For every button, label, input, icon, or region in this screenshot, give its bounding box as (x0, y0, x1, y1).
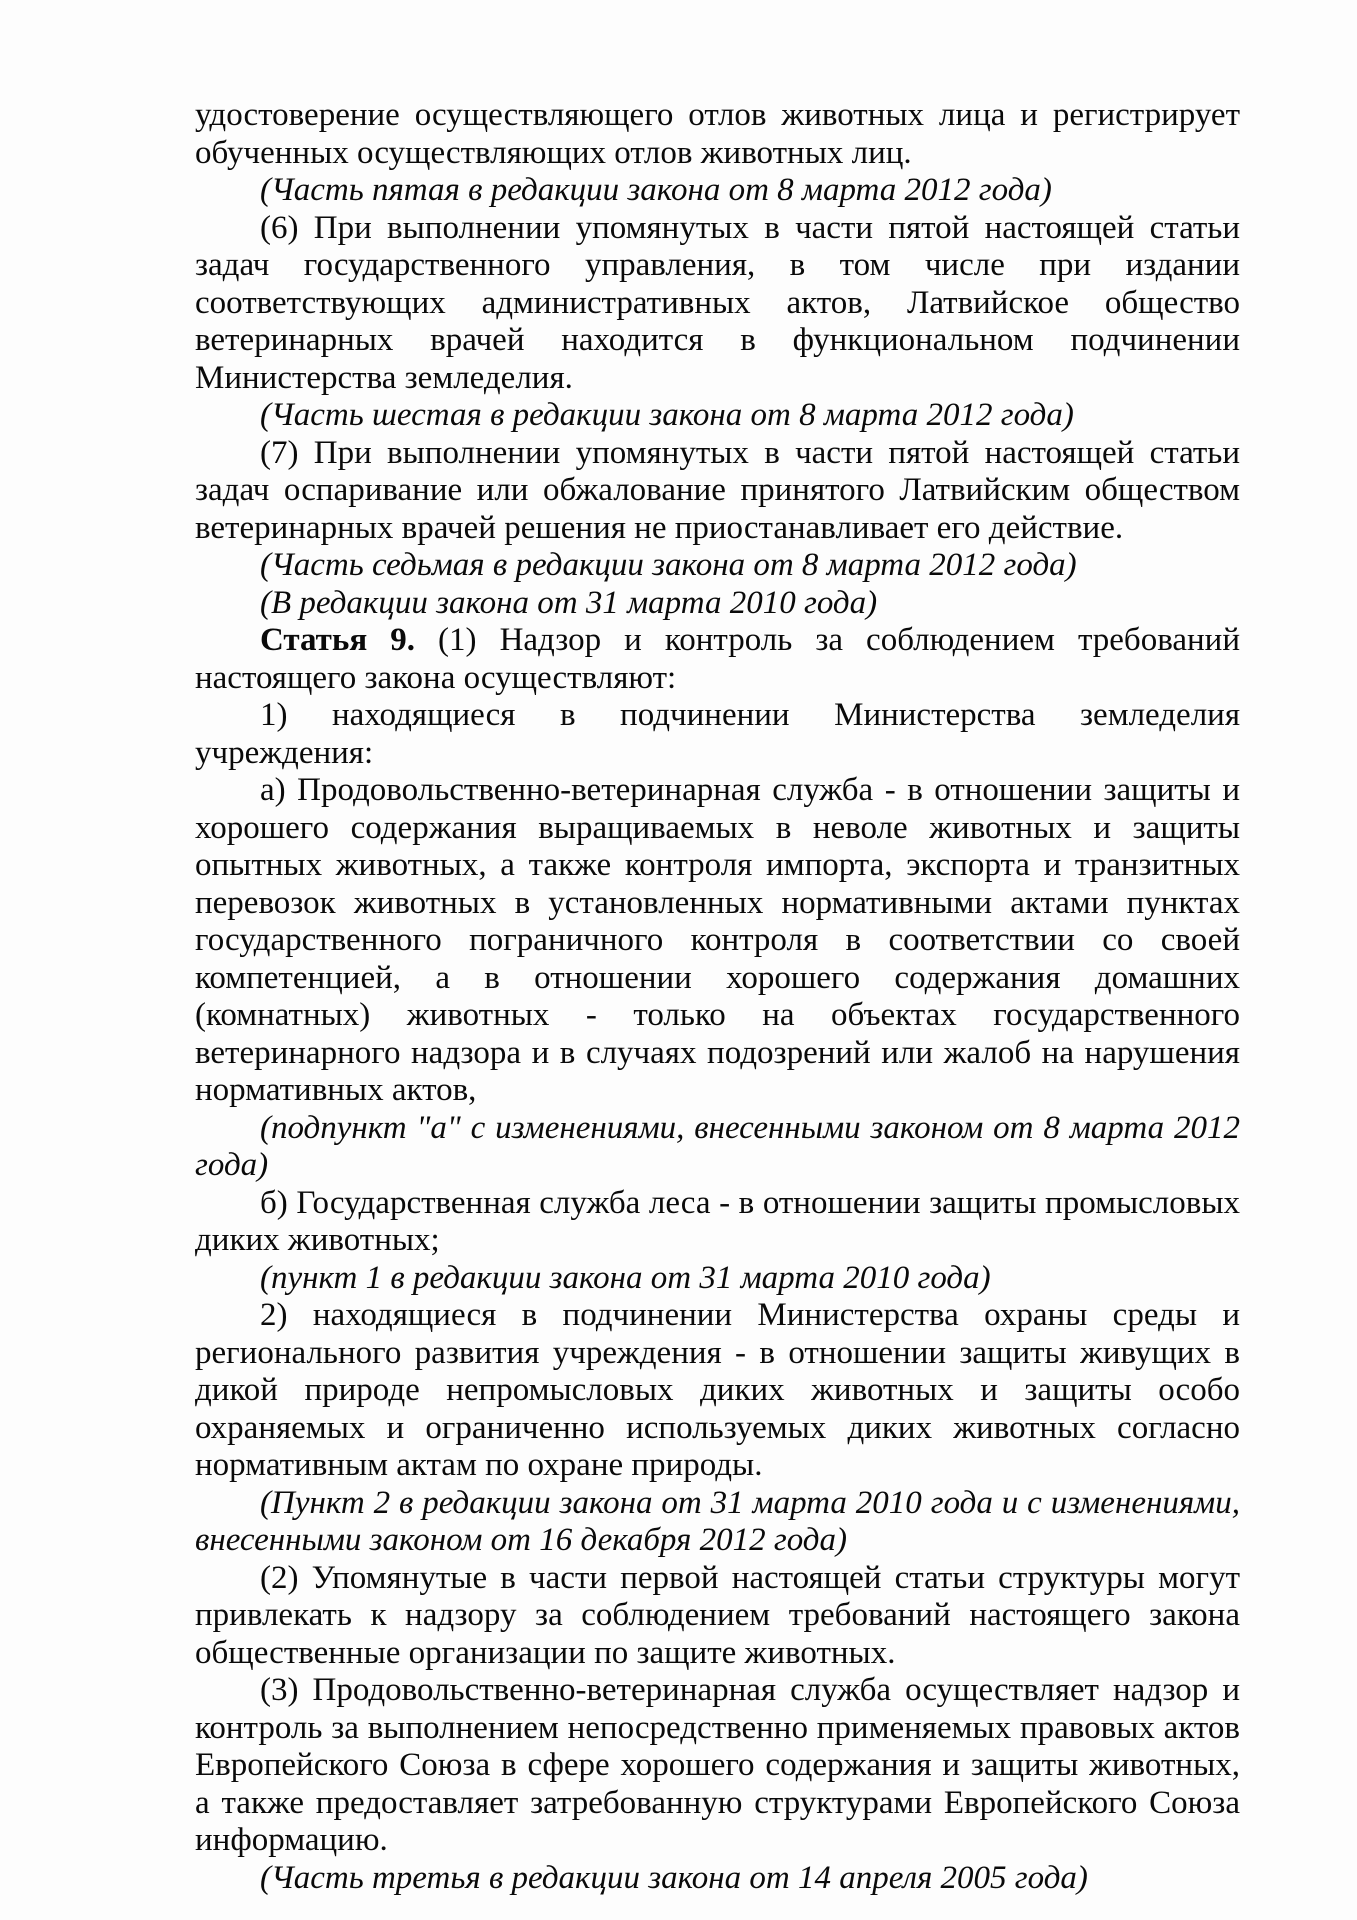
amendment-note (195, 1860, 1240, 1898)
amendment-note (195, 585, 1240, 623)
text-run: а) Продовольственно-ветеринарная служба - в отношении защиты и хорошего содержания выращиваемых в неволе животных и защиты опытных животных, а также контроля импорта, экспорта и транзитных перевозок животных в установленных нормативными актами пунктах государственного пограничного контроля в соответствии со своей компетенцией, а в отношении хорошего содержания домашних (комнатных) животных - только на объектах государственного ветеринарного надзора и в случаях подозрений или жалоб на нарушения нормативных актов, (195, 772, 1240, 1108)
paragraph (195, 1560, 1240, 1673)
paragraph (195, 697, 1240, 772)
text-run: (Пункт 2 в редакции закона от 31 марта 2010 года и с изменениями, внесенными законом от 16 декабря 2012 года) (195, 1484, 1240, 1558)
text-run: 2) находящиеся в подчинении Министерства охраны среды и регионального развития учреждения - в отношении защиты живущих в дикой природе непромысловых диких животных и защиты особо охраняемых и ограниченно используемых диких животных согласно нормативным актам по охране природы. (195, 1297, 1240, 1483)
text-run: (Часть пятая в редакции закона от 8 марта 2012 года) (260, 172, 1052, 208)
amendment-note (195, 547, 1240, 585)
text-run: б) Государственная служба леса - в отношении защиты промысловых диких животных; (195, 1184, 1240, 1258)
amendment-note (195, 397, 1240, 435)
article-heading: Статья 9. (260, 622, 415, 658)
text-run: (2) Упомянутые в части первой настоящей статьи структуры могут привлекать к надзору за соблюдением требований настоящего закона общественные организации по защите животных. (195, 1559, 1240, 1671)
text-run: (3) Продовольственно-ветеринарная служба осуществляет надзор и контроль за выполнением непосредственно применяемых правовых актов Европейского Союза в сфере хорошего содержания и защиты животных, а также предоставляет затребованную структурами Европейского Союза информацию. (195, 1672, 1240, 1858)
text-run: 1) находящиеся в подчинении Министерства земледелия учреждения: (195, 697, 1240, 771)
text-run: (7) При выполнении упомянутых в части пятой настоящей статьи задач оспаривание или обжалование принятого Латвийским обществом ветеринарных врачей решения не приостанавливает его действие. (195, 434, 1240, 546)
paragraph (195, 1185, 1240, 1260)
amendment-note (195, 172, 1240, 210)
text-run: (В редакции закона от 31 марта 2010 года) (260, 584, 878, 621)
paragraph (195, 1672, 1240, 1860)
text-run: (Часть третья в редакции закона от 14 апреля 2005 года) (260, 1859, 1088, 1896)
text-run: (6) При выполнении упомянутых в части пятой настоящей статьи задач государственного управления, в том числе при издании соответствующих административных актов, Латвийское общество ветеринарных врачей находится в функциональном подчинении Министерства земледелия. (195, 209, 1240, 396)
paragraph (195, 622, 1240, 697)
paragraph (195, 97, 1240, 172)
paragraph (195, 772, 1240, 1110)
paragraph (195, 435, 1240, 548)
text-run: (Часть седьмая в редакции закона от 8 марта 2012 года) (260, 547, 1077, 583)
amendment-note (195, 1110, 1240, 1185)
amendment-note (195, 1485, 1240, 1560)
text-run: (пункт 1 в редакции закона от 31 марта 2010 года) (260, 1259, 991, 1296)
text-run: удостоверение осуществляющего отлов животных лица и регистрирует обученных осуществляющих отлов животных лиц. (195, 97, 1240, 171)
text-run: (1) Надзор и контроль за соблюдением требований настоящего закона осуществляют: (195, 622, 1240, 696)
text-run: (подпункт "а" с изменениями, внесенными законом от 8 марта 2012 года) (195, 1109, 1240, 1183)
amendment-note (195, 1260, 1240, 1298)
paragraph (195, 1297, 1240, 1485)
paragraph (195, 210, 1240, 398)
text-run: (Часть шестая в редакции закона от 8 марта 2012 года) (260, 397, 1074, 433)
